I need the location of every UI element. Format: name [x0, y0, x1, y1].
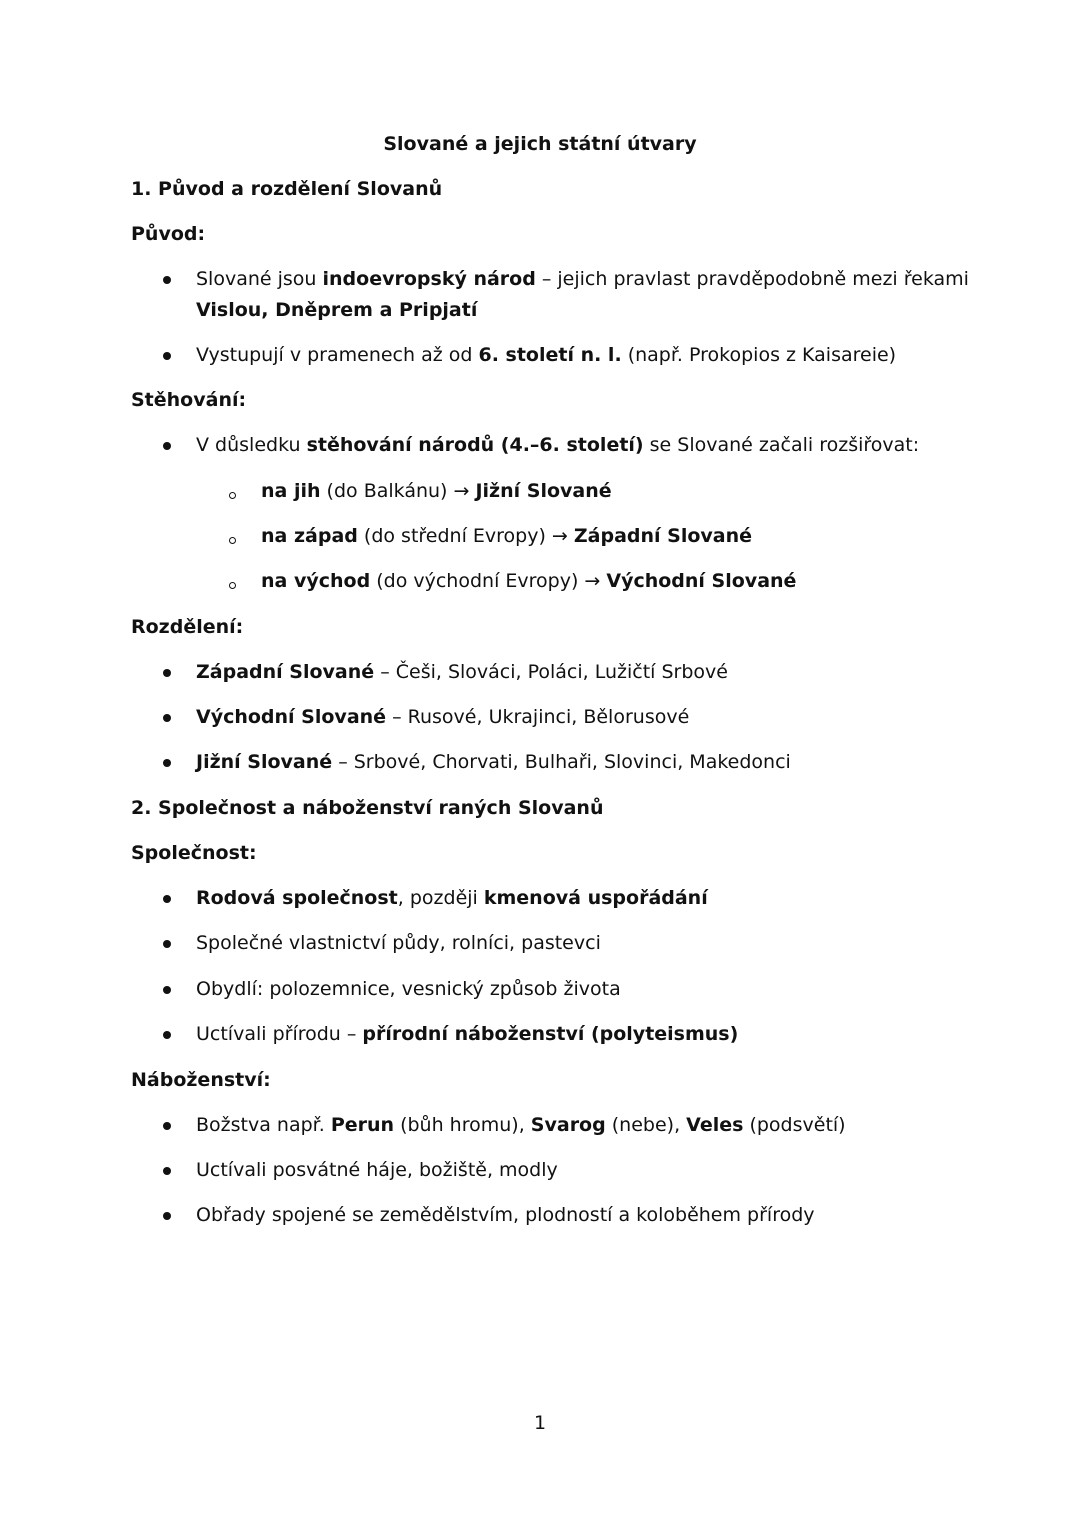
bold-text: Západní Slované [573, 525, 753, 547]
bullet-icon [163, 895, 171, 903]
bold-text: na východ [261, 570, 371, 592]
text-run: (bůh hromu), [394, 1114, 531, 1136]
list-item [196, 342, 896, 368]
bullet-icon [163, 1031, 171, 1039]
text-run: (do Balkánu) → [320, 480, 476, 502]
text-run: Božstva např. [196, 1114, 331, 1136]
circle-bullet-icon [229, 537, 236, 544]
subheading-migration: Stěhování: [131, 389, 247, 411]
bold-text: na jih [261, 480, 321, 502]
list-item [196, 1112, 846, 1138]
sub-list-item [261, 568, 796, 594]
bullet-icon [163, 669, 171, 677]
bullet-icon [163, 352, 171, 360]
text-run: Uctívali přírodu – [196, 1023, 363, 1045]
page-number: 1 [533, 1412, 547, 1434]
bold-text: Východní Slované [196, 706, 387, 728]
text-run: , později [397, 887, 484, 909]
bold-text: Veles [686, 1114, 744, 1136]
text-run: Slované jsou [196, 268, 323, 290]
subheading-division: Rozdělení: [131, 616, 244, 638]
bold-text: Východní Slované [606, 570, 797, 592]
bold-text: Jižní Slované [475, 480, 612, 502]
bold-text: Svarog [530, 1114, 606, 1136]
bullet-icon [163, 442, 171, 450]
text-run: (např. Prokopios z Kaisareie) [621, 344, 897, 366]
bullet-icon [163, 1167, 171, 1175]
sub-list-item [261, 523, 752, 549]
document-title: Slované a jejich státní útvary [383, 133, 697, 155]
text-run: – Srbové, Chorvati, Bulhaři, Slovinci, Makedonci [332, 751, 791, 773]
sub-list-item [261, 478, 612, 504]
bold-text: přírodní náboženství (polyteismus) [362, 1023, 739, 1045]
text-run: – Češi, Slováci, Poláci, Lužičtí Srbové [374, 661, 728, 683]
text-run: se Slované začali rozšiřovat: [643, 434, 920, 456]
bold-text: Jižní Slované [196, 751, 333, 773]
list-item [196, 432, 919, 458]
text-run: (do východní Evropy) → [370, 570, 607, 592]
bullet-icon [163, 1212, 171, 1220]
text-run: – Rusové, Ukrajinci, Bělorusové [386, 706, 690, 728]
bold-text: 6. století n. l. [478, 344, 622, 366]
text-run: (podsvětí) [743, 1114, 846, 1136]
list-item [196, 266, 969, 292]
bold-text: Perun [330, 1114, 395, 1136]
list-item: Uctívali posvátné háje, božiště, modly [196, 1159, 558, 1181]
bullet-icon [163, 940, 171, 948]
bold-text: kmenová uspořádání [483, 887, 708, 909]
list-item [196, 1021, 738, 1047]
bold-text: Rodová společnost [196, 887, 398, 909]
bullet-icon [163, 986, 171, 994]
bullet-icon [163, 1122, 171, 1130]
list-item [196, 659, 728, 685]
circle-bullet-icon [229, 582, 236, 589]
text-run: Vystupují v pramenech až od [196, 344, 479, 366]
list-item-continuation: Vislou, Dněprem a Pripjatí [196, 299, 478, 321]
list-item [196, 749, 791, 775]
circle-bullet-icon [229, 492, 236, 499]
text-run: (nebe), [605, 1114, 687, 1136]
section-heading-society: 2. Společnost a náboženství raných Slovanů [131, 797, 604, 819]
subheading-society: Společnost: [131, 842, 257, 864]
bullet-icon [163, 276, 171, 284]
list-item [196, 885, 708, 911]
bullet-icon [163, 759, 171, 767]
bold-text: indoevropský národ [322, 268, 536, 290]
bold-text: Západní Slované [196, 661, 375, 683]
list-item: Společné vlastnictví půdy, rolníci, pastevci [196, 932, 601, 954]
subheading-origin: Původ: [131, 223, 206, 245]
subheading-religion: Náboženství: [131, 1069, 271, 1091]
text-run: V důsledku [196, 434, 307, 456]
list-item [196, 704, 689, 730]
list-item: Obřady spojené se zemědělstvím, plodností a koloběhem přírody [196, 1204, 815, 1226]
list-item: Obydlí: polozemnice, vesnický způsob života [196, 978, 621, 1000]
bold-text: na západ [261, 525, 358, 547]
section-heading-origin: 1. Původ a rozdělení Slovanů [131, 178, 443, 200]
bold-text: stěhování národů (4.–6. století) [306, 434, 644, 456]
text-run: – jejich pravlast pravděpodobně mezi řekami [535, 268, 969, 290]
text-run: (do střední Evropy) → [357, 525, 574, 547]
bullet-icon [163, 714, 171, 722]
